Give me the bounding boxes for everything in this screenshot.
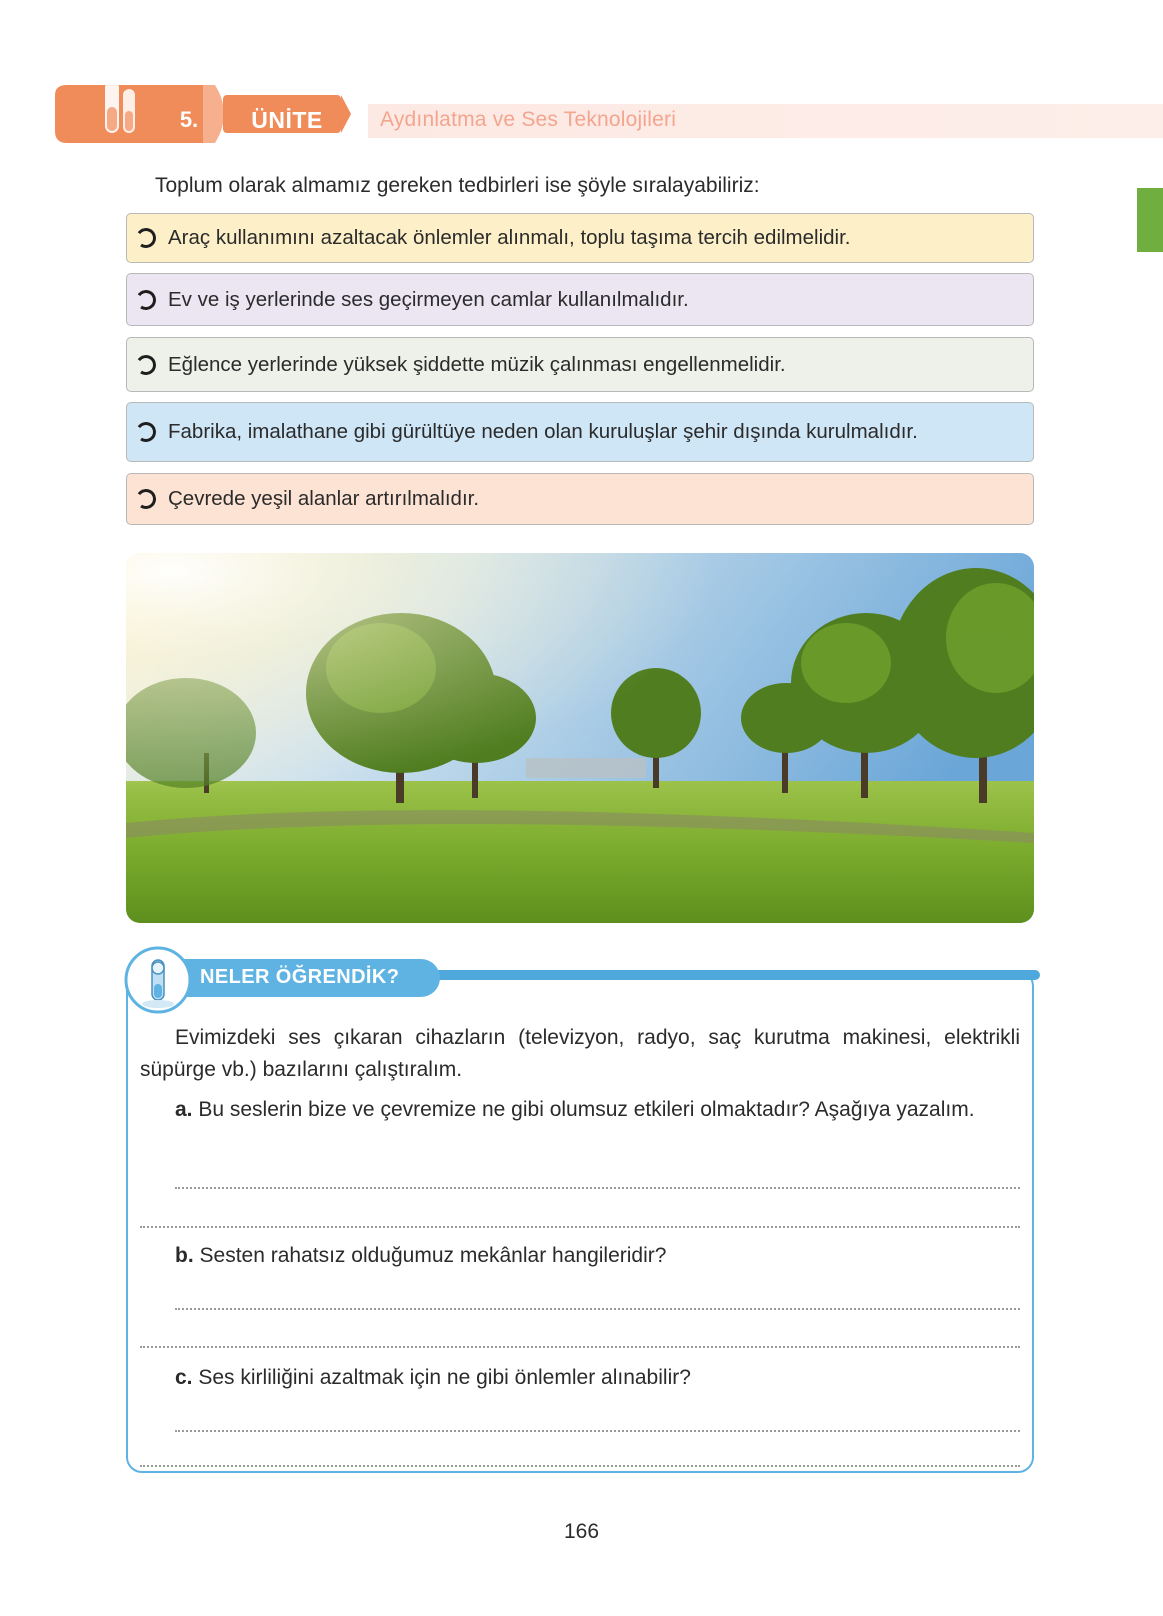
answer-line[interactable] (175, 1430, 1020, 1432)
question-letter: b. (175, 1244, 194, 1267)
question-a (140, 1094, 1020, 1126)
unit-number: 5. (179, 107, 199, 132)
rule-item (126, 213, 1034, 263)
unit-title: Aydınlatma ve Ses Teknolojileri (380, 108, 677, 131)
rule-text: Çevrede yeşil alanlar artırılmalıdır. (168, 487, 480, 510)
answer-line[interactable] (175, 1308, 1020, 1310)
activity-title: NELER ÖĞRENDİK? (200, 966, 400, 988)
unit-label: ÜNİTE (251, 107, 323, 133)
answer-line[interactable] (140, 1226, 1020, 1228)
question-letter: a. (175, 1098, 193, 1121)
bullet-circle-icon (134, 420, 157, 443)
rule-text: Ev ve iş yerlerinde ses geçirmeyen camlar kullanılmalıdır. (168, 287, 689, 311)
question-text: Bu seslerin bize ve çevremize ne gibi olumsuz etkileri olmaktadır? Aşağıya yazalım. (198, 1098, 975, 1121)
page-number: 166 (563, 1520, 600, 1543)
rule-text: Araç kullanımını azaltacak önlemler alınmalı, toplu taşıma tercih edilmelidir. (168, 226, 851, 249)
side-tab-marker (1137, 188, 1163, 252)
rule-item (126, 337, 1034, 392)
answer-line[interactable] (175, 1187, 1020, 1189)
rule-item (126, 402, 1034, 462)
question-b (175, 1240, 666, 1272)
answer-line[interactable] (140, 1465, 1020, 1467)
bullet-circle-icon (134, 288, 157, 311)
bullet-circle-icon (134, 226, 157, 249)
rule-item (126, 273, 1034, 326)
question-text: Ses kirliliğini azaltmak için ne gibi önlemler alınabilir? (198, 1366, 691, 1389)
mascot-icon (124, 946, 192, 1014)
question-c (175, 1362, 691, 1394)
answer-line[interactable] (140, 1346, 1020, 1348)
park-photo (126, 553, 1034, 923)
question-text: Sesten rahatsız olduğumuz mekânlar hangileridir? (199, 1244, 667, 1267)
rule-text: Fabrika, imalathane gibi gürültüye neden olan kuruluşlar şehir dışında kurulmalıdır. (168, 420, 918, 443)
question-letter: c. (175, 1366, 193, 1389)
bullet-circle-icon (134, 487, 157, 510)
rule-item (126, 473, 1034, 525)
activity-intro: Evimizdeki ses çıkaran cihazların (televizyon, radyo, saç kurutma makinesi, elektrikli süpürge vb.) bazılarını çalıştıralım. (140, 1026, 1020, 1081)
bullet-circle-icon (134, 353, 157, 376)
intro-text: Toplum olarak almamız gereken tedbirleri ise şöyle sıralayabiliriz: (155, 174, 760, 197)
activity-header-bar (380, 970, 1040, 980)
rule-text: Eğlence yerlerinde yüksek şiddette müzik çalınması engellenmelidir. (168, 352, 786, 376)
